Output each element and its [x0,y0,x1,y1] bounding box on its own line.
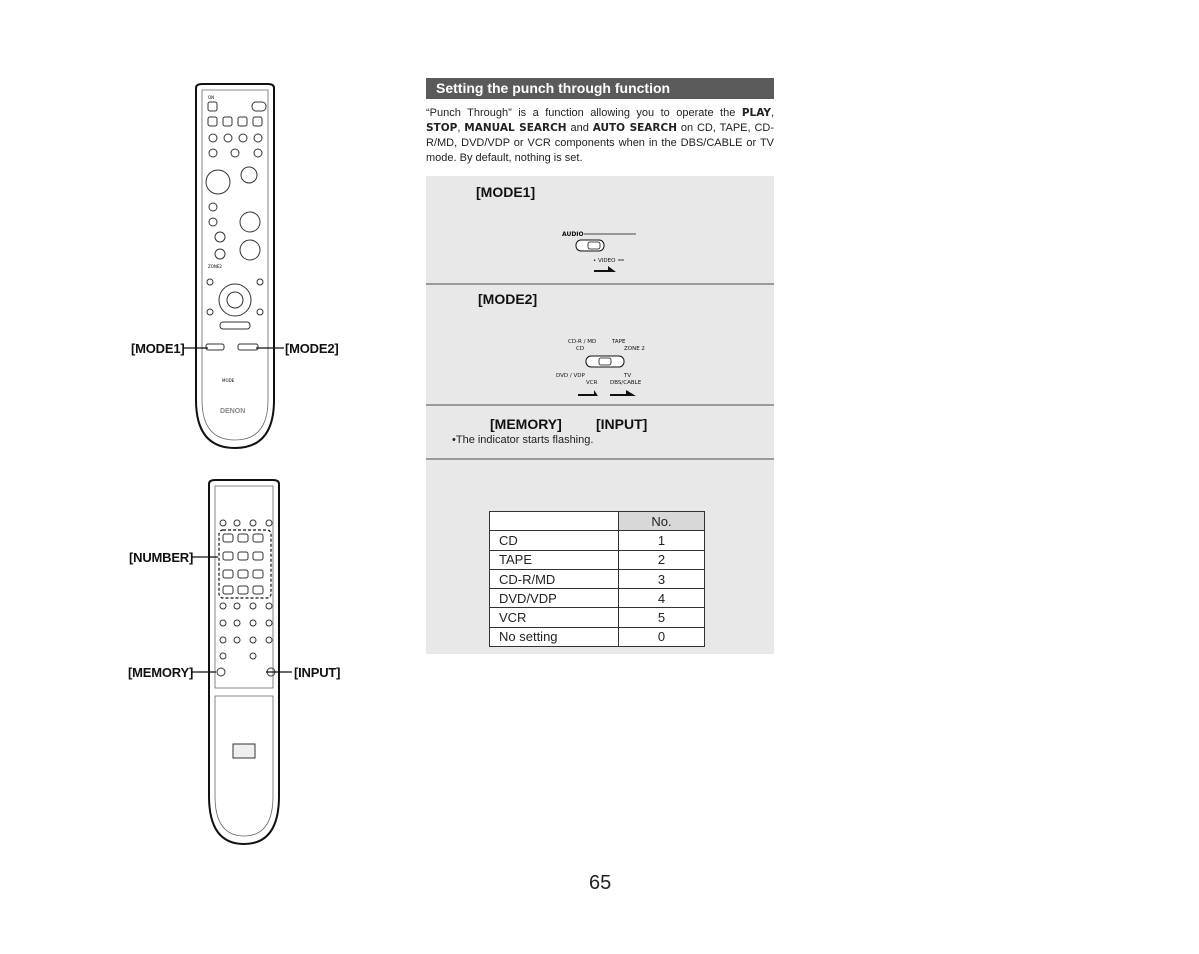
svg-text:VCR: VCR [586,380,598,386]
step-3-key-input: [INPUT] [596,416,648,432]
callout-lines-top [180,340,290,360]
table-cell-number: 4 [619,589,705,608]
table-cell-component: CD-R/MD [490,569,619,588]
svg-text:• VIDEO: • VIDEO [593,258,616,264]
intro-paragraph: “Punch Through” is a function allowing you to operate the PLAY, STOP, MANUAL SEARCH and AUTO SEARCH on CD, TAPE, CD-R/MD, DVD/VDP or VCR components when in the DBS/CABLE or TV mode. By default, nothing is set. [426,107,774,164]
step-3-key-memory: [MEMORY] [490,416,562,432]
step-3-note: •The indicator starts flashing. [452,434,594,446]
callout-number: [NUMBER] [129,550,194,565]
table-cell-component: DVD/VDP [490,589,619,608]
svg-text:ON: ON [208,95,215,100]
table-cell-number: 5 [619,608,705,627]
mode2-switch-diagram [554,334,654,400]
table-header-row [490,512,705,531]
mode1-switch-diagram [556,226,646,278]
table-cell-component: VCR [490,608,619,627]
svg-text:DVD / VDP: DVD / VDP [556,373,585,379]
svg-text:ZONE2: ZONE2 [208,264,222,269]
svg-text:TV: TV [624,373,632,379]
table-cell-component: TAPE [490,550,619,569]
callout-mode2: [MODE2] [285,341,339,356]
svg-text:TAPE: TAPE [612,339,626,345]
section-title: Setting the punch through function [426,78,774,99]
table-row [490,608,705,627]
table-row [490,569,705,588]
svg-text:CD: CD [576,346,585,352]
remote-brand-logo: DENON [220,408,246,415]
table-cell-number: 0 [619,627,705,646]
callout-mode1: [MODE1] [131,341,185,356]
remote-top-illustration [190,82,280,452]
step-2-key: [MODE2] [478,291,538,307]
svg-text:CD-R / MD: CD-R / MD [568,339,597,345]
table-cell-component: No setting [490,627,619,646]
table-row [490,550,705,569]
svg-text:DBS/CABLE: DBS/CABLE [610,380,642,386]
svg-text:ZONE 2: ZONE 2 [624,346,645,352]
table-row [490,589,705,608]
callout-memory: [MEMORY] [128,665,194,680]
punch-through-table [489,511,705,647]
table-cell-number: 2 [619,550,705,569]
step-3-panel [426,406,774,458]
step-1-key: [MODE1] [476,184,536,200]
callout-input: [INPUT] [294,665,341,680]
table-cell-component: CD [490,531,619,550]
table-row [490,627,705,646]
table-row [490,531,705,550]
page-number: 65 [589,872,612,894]
svg-text:AUDIO: AUDIO [562,231,584,238]
table-cell-number: 3 [619,569,705,588]
table-header-cell: No. [619,512,705,531]
svg-text:MODE: MODE [222,378,235,383]
table-cell-number: 1 [619,531,705,550]
table-header-cell [490,512,619,531]
callout-lines-bottom [190,550,300,680]
